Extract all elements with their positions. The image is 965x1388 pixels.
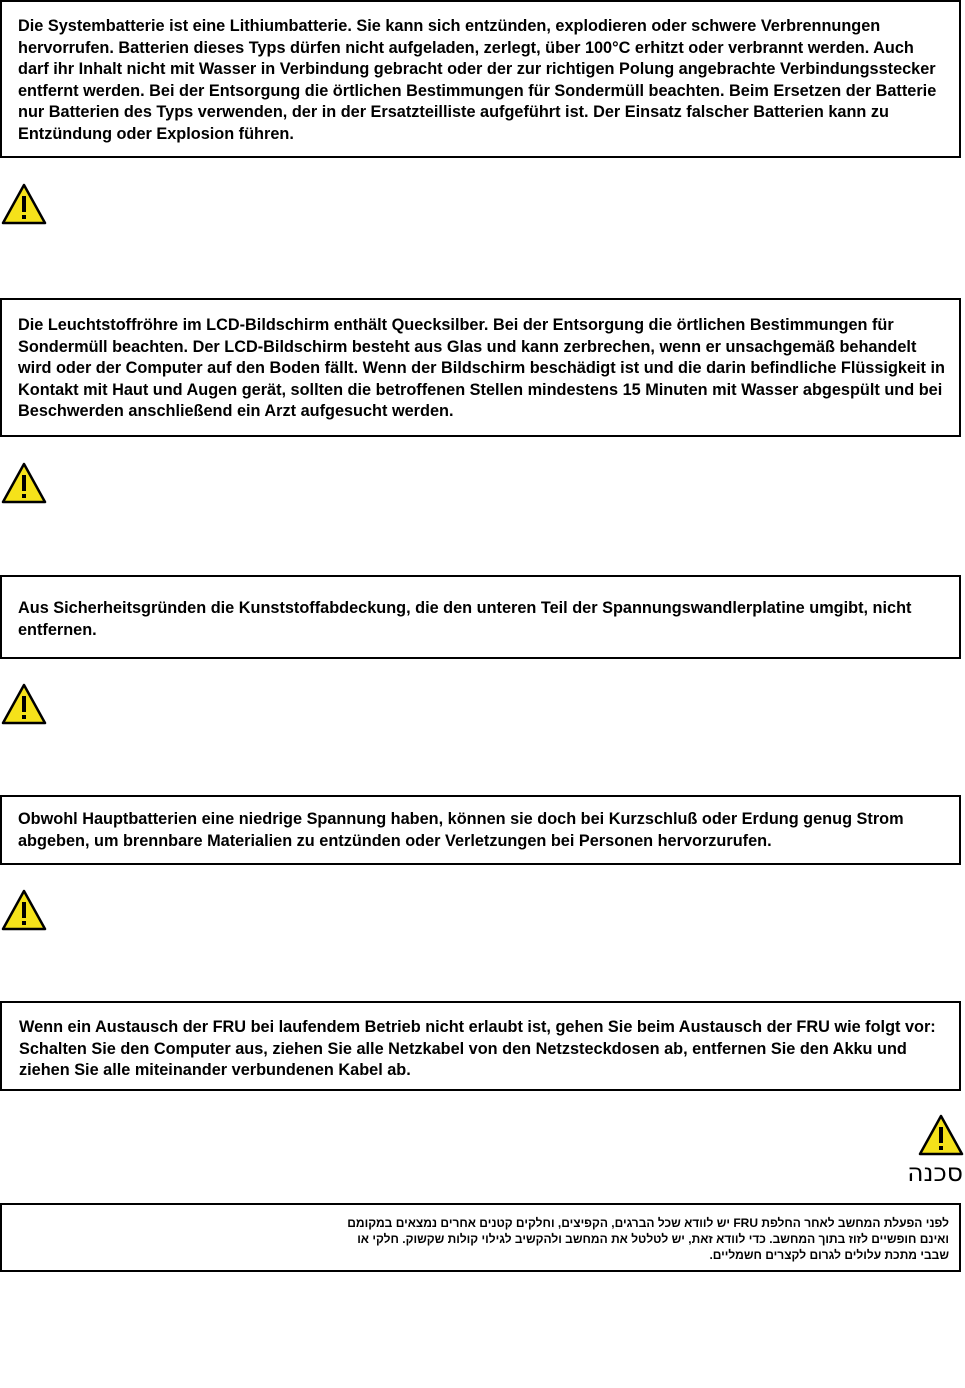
notice-lcd-mercury — [0, 298, 961, 437]
notice-plastic-cover — [0, 575, 961, 659]
warning-triangle-icon — [1, 889, 47, 931]
notice-lithium-battery — [0, 0, 961, 158]
warning-triangle-icon — [1, 683, 47, 725]
notice-text: Obwohl Hauptbatterien eine niedrige Spannung haben, können sie doch bei Kurzschluß oder Erdung genug Strom abgeben, um brennbare Materialien zu entzünden oder Verletzungen bei Personen hervorzurufen. — [18, 810, 904, 850]
notice-fru-replacement — [0, 1001, 961, 1091]
notice-text: לפני הפעלת המחשב לאחר החלפת FRU יש לוודא שכל הברגים, הקפיצים, וחלקים קטנים אחרים נמצאים במקומם ואינם חופשיים לזוז בתוך המחשב. כדי לוודא זאת, יש לטלטל את המחשב ולהקשיב לגילוי קולות שקשוק. חלקי או שבבי מתכת עלולים לגרום לקצרים חשמליים. — [347, 1216, 949, 1262]
hebrew-danger-heading: סכנה — [907, 1158, 963, 1187]
notice-text: Wenn ein Austausch der FRU bei laufendem Betrieb nicht erlaubt ist, gehen Sie beim Austausch der FRU wie folgt vor: Schalten Sie den Computer aus, ziehen Sie alle Netzkabel von den Netzsteckdosen ab, entfernen Sie den Akku und ziehen Sie alle miteinander verbundenen Kabel ab. — [19, 1018, 936, 1079]
warning-triangle-icon — [1, 183, 47, 225]
notice-text: Die Systembatterie ist eine Lithiumbatterie. Sie kann sich entzünden, explodieren oder schwere Verbrennungen hervorrufen. Batterien dieses Typs dürfen nicht aufgeladen, zerlegt, über 100°C erhitzt oder verbrannt werden. Auch darf ihr Inhalt nicht mit Wasser in Verbindung gebracht oder der zur richtigen Polung angebrachte Verbindungsstecker entfernt werden. Bei der Entsorgung die örtlichen Bestimmungen für Sondermüll beachten. Beim Ersetzen der Batterie nur Batterien des Typs verwenden, der in der Ersatzteilliste aufgeführt ist. Der Einsatz falscher Batterien kann zu Entzündung oder Explosion führen. — [18, 17, 937, 143]
notice-hebrew-fru — [0, 1203, 961, 1272]
warning-triangle-icon — [1, 462, 47, 504]
notice-text: Die Leuchtstoffröhre im LCD-Bildschirm enthält Quecksilber. Bei der Entsorgung die örtlichen Bestimmungen für Sondermüll beachten. Der LCD-Bildschirm besteht aus Glas und kann zerbrechen, wenn er unsachgemäß behandelt wird oder der Computer auf den Boden fällt. Wenn der Bildschirm beschädigt ist und die darin befindliche Flüssigkeit in Kontakt mit Haut und Augen gerät, sollten die betroffenen Stellen mindestens 15 Minuten mit Wasser abgespült und bei Beschwerden anschließend ein Arzt aufgesucht werden. — [18, 316, 945, 420]
notice-text: Aus Sicherheitsgründen die Kunststoffabdeckung, die den unteren Teil der Spannungswandlerplatine umgibt, nicht entfernen. — [18, 599, 912, 639]
notice-main-battery — [0, 795, 961, 865]
warning-triangle-icon — [918, 1114, 964, 1156]
